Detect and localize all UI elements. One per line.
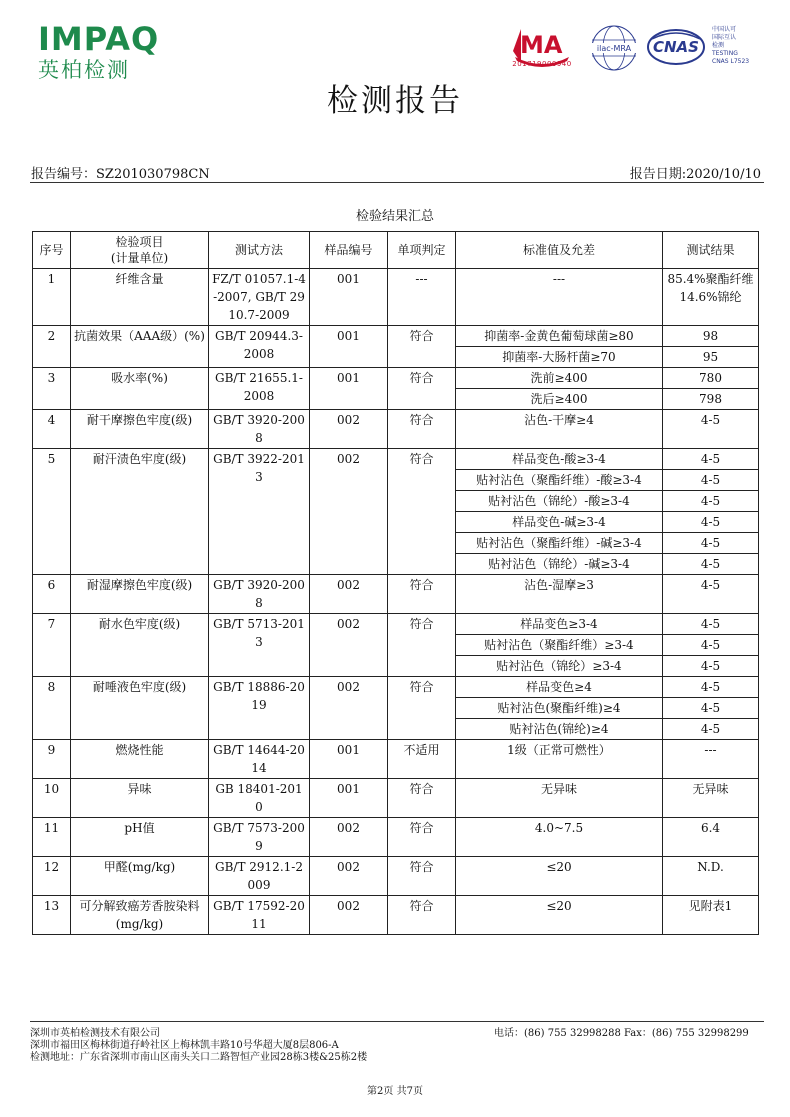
cell-judgement: 符合: [388, 896, 456, 935]
cell-judgement: 符合: [388, 677, 456, 740]
results-table-body: [33, 269, 759, 935]
cell-standard: 洗后≥400: [456, 389, 663, 410]
cell-method: GB/T 3920-2008: [209, 410, 310, 449]
cell-result: 4-5: [663, 491, 759, 512]
cell-method: GB/T 2912.1-2009: [209, 857, 310, 896]
cell-method: GB/T 3922-2013: [209, 449, 310, 575]
cnas-accreditation-text: [712, 26, 782, 66]
cnas-text-line: TESTING: [712, 50, 738, 57]
results-table: [32, 231, 759, 935]
svg-text:MA: MA: [520, 31, 563, 59]
cell-sample: 001: [310, 269, 388, 326]
cell-standard: 无异味: [456, 779, 663, 818]
document-title: 检测报告: [327, 83, 463, 119]
cell-standard: 1级（正常可燃性）: [456, 740, 663, 779]
cell-method: GB/T 21655.1-2008: [209, 368, 310, 410]
cell-sample: 001: [310, 326, 388, 368]
cell-method: GB/T 17592-2011: [209, 896, 310, 935]
cell-judgement: 符合: [388, 614, 456, 677]
cnas-text-line: 中国认可: [712, 26, 737, 33]
table-row: [33, 779, 759, 818]
cell-no: 7: [33, 614, 71, 677]
cell-standard: 4.0~7.5: [456, 818, 663, 857]
cell-result: 85.4%聚酯纤维 14.6%锦纶: [663, 269, 759, 326]
cell-judgement: 符合: [388, 575, 456, 614]
cell-result: 4-5: [663, 614, 759, 635]
footer-phone: 电话：(86) 755 32998288 Fax：(86) 755 32998299: [494, 1028, 749, 1039]
cell-sample: 002: [310, 575, 388, 614]
footer-address: 深圳市福田区梅林街道孖岭社区上梅林凯丰路10号华超大厦8层806-A: [30, 1040, 339, 1051]
header-cell-method: 测试方法: [209, 232, 310, 269]
cell-result: 4-5: [663, 554, 759, 575]
cell-judgement: 符合: [388, 368, 456, 410]
cell-result: N.D.: [663, 857, 759, 896]
cnas-text-line: 检测: [712, 42, 725, 49]
cell-result: 4-5: [663, 533, 759, 554]
cell-standard: 抑菌率-金黄色葡萄球菌≥80: [456, 326, 663, 347]
table-row: [33, 740, 759, 779]
cell-method: GB 18401-2010: [209, 779, 310, 818]
cnas-text-line: 国际互认: [712, 34, 737, 41]
header-cell-judgement: 单项判定: [388, 232, 456, 269]
cell-item: 甲醛(mg/kg): [71, 857, 209, 896]
cell-item: 耐唾液色牢度(级): [71, 677, 209, 740]
cnas-logo-icon: [646, 27, 706, 67]
cell-standard: 样品变色-酸≥3-4: [456, 449, 663, 470]
summary-title: 检验结果汇总: [355, 209, 434, 224]
cell-standard: 样品变色≥4: [456, 677, 663, 698]
table-row: [33, 269, 759, 326]
cell-standard: ≤20: [456, 857, 663, 896]
cell-standard: 贴衬沾色（锦纶）-酸≥3-4: [456, 491, 663, 512]
cell-item: 耐水色牢度(级): [71, 614, 209, 677]
cell-method: GB/T 7573-2009: [209, 818, 310, 857]
header-cell-sample: 样品编号: [310, 232, 388, 269]
cell-result: 6.4: [663, 818, 759, 857]
cell-no: 12: [33, 857, 71, 896]
header-divider: [30, 182, 764, 183]
cell-standard: 贴衬沾色（聚酯纤维）-碱≥3-4: [456, 533, 663, 554]
cell-result: 见附表1: [663, 896, 759, 935]
cell-standard: 贴衬沾色(锦纶)≥4: [456, 719, 663, 740]
cell-item: 异味: [71, 779, 209, 818]
cell-no: 4: [33, 410, 71, 449]
cell-judgement: ---: [388, 269, 456, 326]
cell-standard: 贴衬沾色（聚酯纤维）-酸≥3-4: [456, 470, 663, 491]
ilac-mra-logo-icon: [589, 24, 639, 72]
table-row: [33, 857, 759, 896]
cell-judgement: 符合: [388, 779, 456, 818]
footer-company: 深圳市英柏检测技术有限公司: [30, 1028, 160, 1039]
cell-result: 4-5: [663, 470, 759, 491]
cell-standard: 样品变色≥3-4: [456, 614, 663, 635]
table-header-row: [33, 232, 759, 269]
cell-standard: 贴衬沾色（聚酯纤维）≥3-4: [456, 635, 663, 656]
cell-method: FZ/T 01057.1-4-2007, GB/T 2910.7-2009: [209, 269, 310, 326]
cell-result: 780: [663, 368, 759, 389]
cell-judgement: 符合: [388, 410, 456, 449]
cell-standard: ≤20: [456, 896, 663, 935]
cell-result: 4-5: [663, 575, 759, 614]
cell-result: 4-5: [663, 410, 759, 449]
cell-result: 4-5: [663, 449, 759, 470]
cell-item: 耐汗渍色牢度(级): [71, 449, 209, 575]
cell-standard: 沾色-干摩≥4: [456, 410, 663, 449]
cell-sample: 002: [310, 857, 388, 896]
cell-standard: 贴衬沾色(聚酯纤维)≥4: [456, 698, 663, 719]
cell-result: 4-5: [663, 512, 759, 533]
table-row: [33, 449, 759, 470]
cell-result: 无异味: [663, 779, 759, 818]
table-row: [33, 896, 759, 935]
cell-no: 10: [33, 779, 71, 818]
cell-judgement: 不适用: [388, 740, 456, 779]
cell-no: 6: [33, 575, 71, 614]
cell-item: 燃烧性能: [71, 740, 209, 779]
cell-judgement: 符合: [388, 449, 456, 575]
header-cell-standard: 标准值及允差: [456, 232, 663, 269]
company-logo: IMPAQ: [38, 20, 160, 58]
table-row: [33, 410, 759, 449]
footer-lab-address: 检测地址：广东省深圳市南山区南头关口二路智恒产业园28栋3楼&25栋2楼: [30, 1052, 368, 1063]
cell-no: 11: [33, 818, 71, 857]
header-cell-item: 检验项目 (计量单位): [71, 232, 209, 269]
cell-result: 798: [663, 389, 759, 410]
table-row: [33, 614, 759, 635]
cell-method: GB/T 14644-2014: [209, 740, 310, 779]
svg-text:ilac-MRA: ilac-MRA: [596, 44, 632, 53]
cell-standard: ---: [456, 269, 663, 326]
cell-standard: 抑菌率-大肠杆菌≥70: [456, 347, 663, 368]
cell-sample: 002: [310, 896, 388, 935]
cell-no: 8: [33, 677, 71, 740]
cell-sample: 002: [310, 818, 388, 857]
cell-item: 可分解致癌芳香胺染料(mg/kg): [71, 896, 209, 935]
cell-result: ---: [663, 740, 759, 779]
cell-item: 吸水率(%): [71, 368, 209, 410]
cell-standard: 贴衬沾色（锦纶）≥3-4: [456, 656, 663, 677]
cell-sample: 001: [310, 368, 388, 410]
cell-no: 9: [33, 740, 71, 779]
cell-method: GB/T 3920-2008: [209, 575, 310, 614]
cell-result: 4-5: [663, 677, 759, 698]
table-row: [33, 326, 759, 347]
table-row: [33, 677, 759, 698]
cell-sample: 002: [310, 449, 388, 575]
cell-method: GB/T 18886-2019: [209, 677, 310, 740]
cell-result: 95: [663, 347, 759, 368]
cell-standard: 样品变色-碱≥3-4: [456, 512, 663, 533]
cell-method: GB/T 20944.3-2008: [209, 326, 310, 368]
cell-judgement: 符合: [388, 857, 456, 896]
cell-item: 耐干摩擦色牢度(级): [71, 410, 209, 449]
cell-item: 耐湿摩擦色牢度(级): [71, 575, 209, 614]
svg-text:CNAS: CNAS: [653, 38, 699, 56]
cell-no: 5: [33, 449, 71, 575]
cell-standard: 沾色-湿摩≥3: [456, 575, 663, 614]
cell-result: 4-5: [663, 698, 759, 719]
table-row: [33, 575, 759, 614]
cell-method: GB/T 5713-2013: [209, 614, 310, 677]
cell-no: 13: [33, 896, 71, 935]
cell-standard: 洗前≥400: [456, 368, 663, 389]
page-number: 第2页 共7页: [367, 1086, 423, 1097]
cell-sample: 002: [310, 677, 388, 740]
table-row: [33, 818, 759, 857]
cell-no: 3: [33, 368, 71, 410]
cell-judgement: 符合: [388, 326, 456, 368]
report-number: 报告编号：SZ201030798CN: [31, 167, 210, 182]
cell-result: 98: [663, 326, 759, 347]
header-cell-result: 测试结果: [663, 232, 759, 269]
table-row: [33, 368, 759, 389]
cell-judgement: 符合: [388, 818, 456, 857]
cell-item: 纤维含量: [71, 269, 209, 326]
cell-sample: 001: [310, 779, 388, 818]
cell-standard: 贴衬沾色（锦纶）-碱≥3-4: [456, 554, 663, 575]
report-date: 报告日期:2020/10/10: [629, 167, 761, 182]
cell-sample: 001: [310, 740, 388, 779]
header-cell-no: 序号: [33, 232, 71, 269]
company-logo-subtext: 英柏检测: [38, 58, 130, 82]
cnas-text-line: CNAS L7523: [712, 58, 750, 65]
cell-item: pH值: [71, 818, 209, 857]
footer-divider: [30, 1021, 764, 1022]
cell-item: 抗菌效果（AAA级）(%): [71, 326, 209, 368]
cell-sample: 002: [310, 614, 388, 677]
cell-result: 4-5: [663, 719, 759, 740]
cell-sample: 002: [310, 410, 388, 449]
cma-number: 201719000940: [512, 60, 572, 68]
cell-result: 4-5: [663, 635, 759, 656]
cell-no: 1: [33, 269, 71, 326]
cell-no: 2: [33, 326, 71, 368]
cell-result: 4-5: [663, 656, 759, 677]
